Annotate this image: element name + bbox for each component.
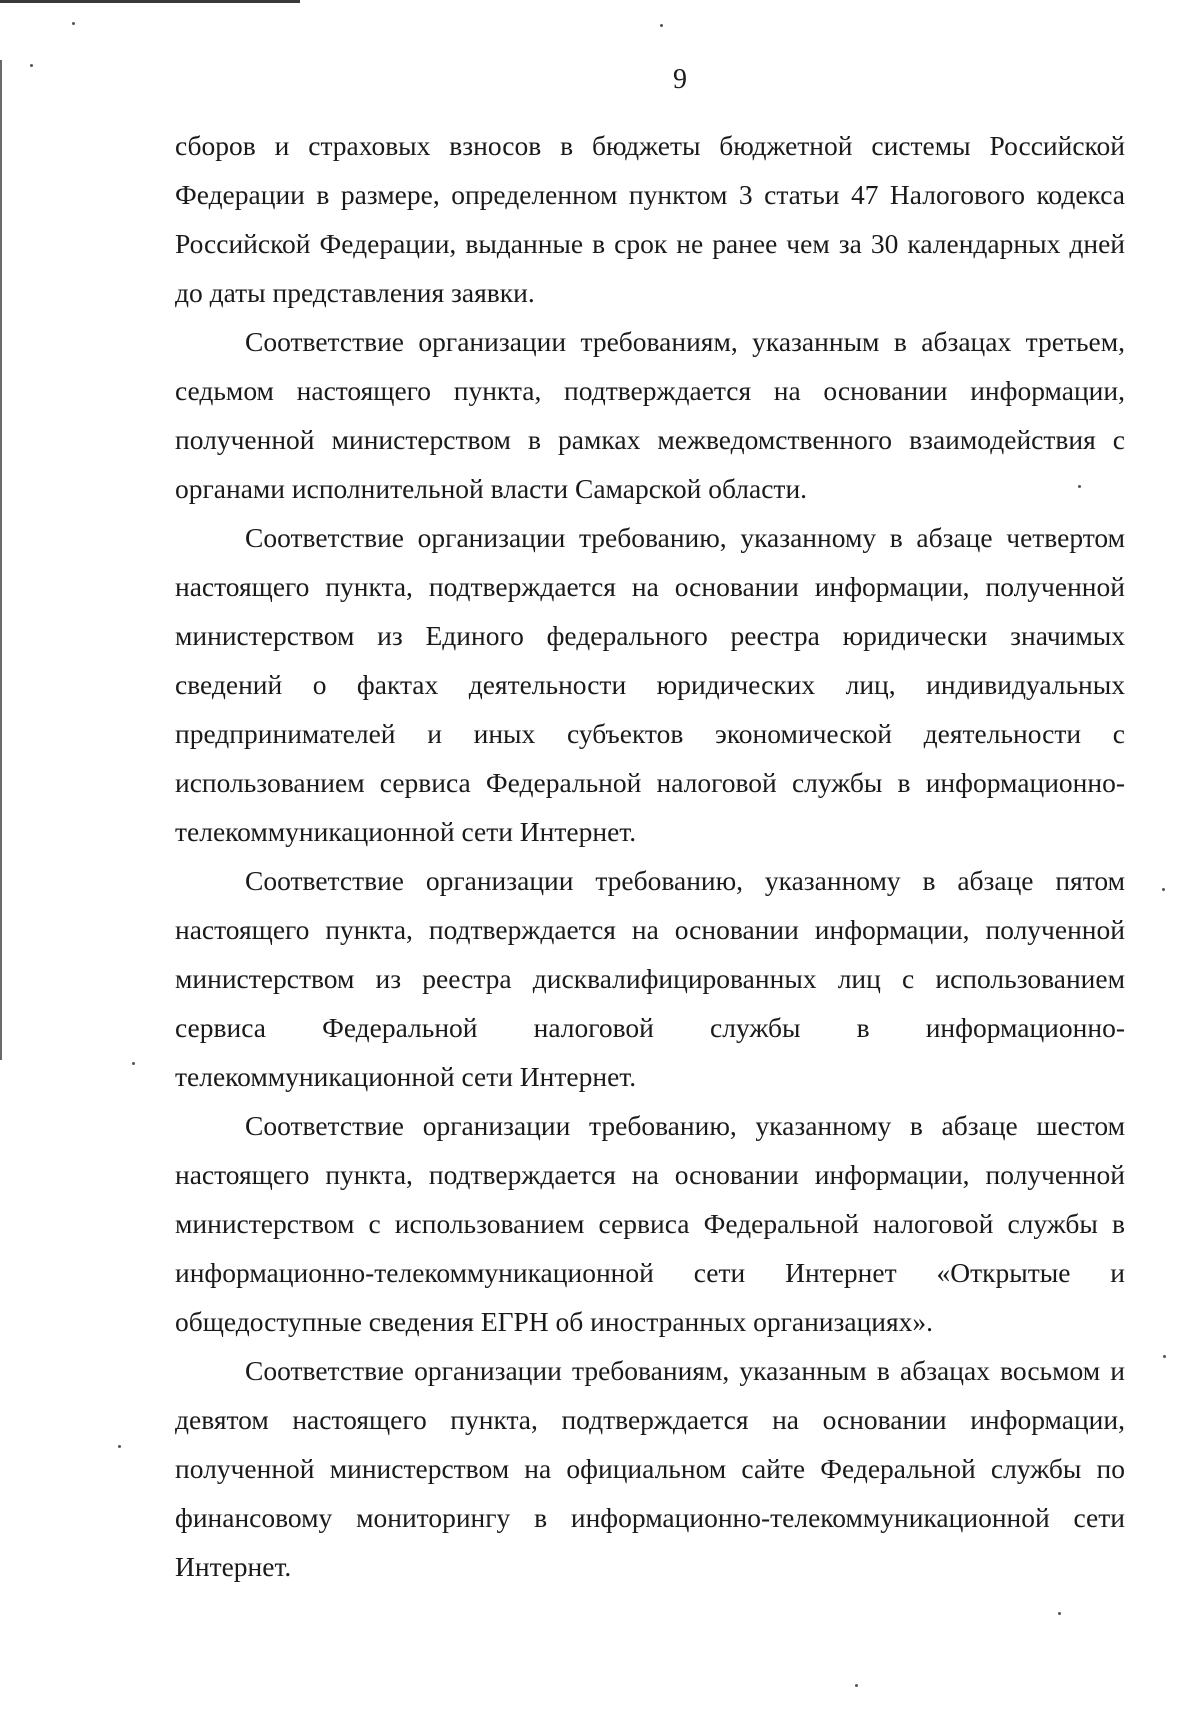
scan-speck [72, 22, 75, 25]
scan-speck [1162, 888, 1165, 891]
scan-speck [660, 24, 663, 27]
paragraph-6: Соответствие организации требованиям, указанным в абзацах восьмом и девятом настоящего пункта, подтверждается на основании информации, полученной министерством на официальном сайте Федеральной службы по финансовому мониторингу в информационно-телекоммуникационной сети Интернет. [175, 1355, 1125, 1582]
paragraph-3: Соответствие организации требованию, указанному в абзаце четвертом настоящего пункта, подтверждается на основании информации, полученной министерством из Единого федерального реестра юридически значимых сведений о фактах деятельности юридических лиц, индивидуальных предпринимателей и иных субъектов экономической деятельности с использованием сервиса Федеральной налоговой службы в информационно-телекоммуникационной сети Интернет. [175, 522, 1125, 847]
scan-speck [118, 1445, 121, 1448]
scan-speck [132, 1062, 135, 1065]
paragraph-1: сборов и страховых взносов в бюджеты бюджетной системы Российской Федерации в размере, определенном пунктом 3 статьи 47 Налогового кодекса Российской Федерации, выданные в срок не ранее чем за 30 календарных дней до даты представления заявки. [175, 130, 1125, 308]
scan-edge-left [0, 60, 2, 1060]
scan-speck [1163, 1355, 1166, 1358]
scan-edge-top [0, 0, 300, 3]
scan-speck [855, 1684, 858, 1687]
paragraph-2: Соответствие организации требованиям, указанным в абзацах третьем, седьмом настоящего пункта, подтверждается на основании информации, полученной министерством в рамках межведомственного взаимодействия с органами исполнительной власти Самарской области. [175, 326, 1125, 504]
paragraph-5: Соответствие организации требованию, указанному в абзаце шестом настоящего пункта, подтверждается на основании информации, полученной министерством с использованием сервиса Федеральной налоговой службы в информационно-телекоммуникационной сети Интернет «Открытые и общедоступные сведения ЕГРН об иностранных организациях». [175, 1110, 1125, 1337]
paragraph-4: Соответствие организации требованию, указанному в абзаце пятом настоящего пункта, подтверждается на основании информации, полученной министерством из реестра дисквалифицированных лиц с использованием сервиса Федеральной налоговой службы в информационно-телекоммуникационной сети Интернет. [175, 865, 1125, 1092]
page-number: 9 [673, 64, 687, 95]
scan-speck [1058, 1612, 1061, 1615]
body-text [175, 121, 1125, 1591]
